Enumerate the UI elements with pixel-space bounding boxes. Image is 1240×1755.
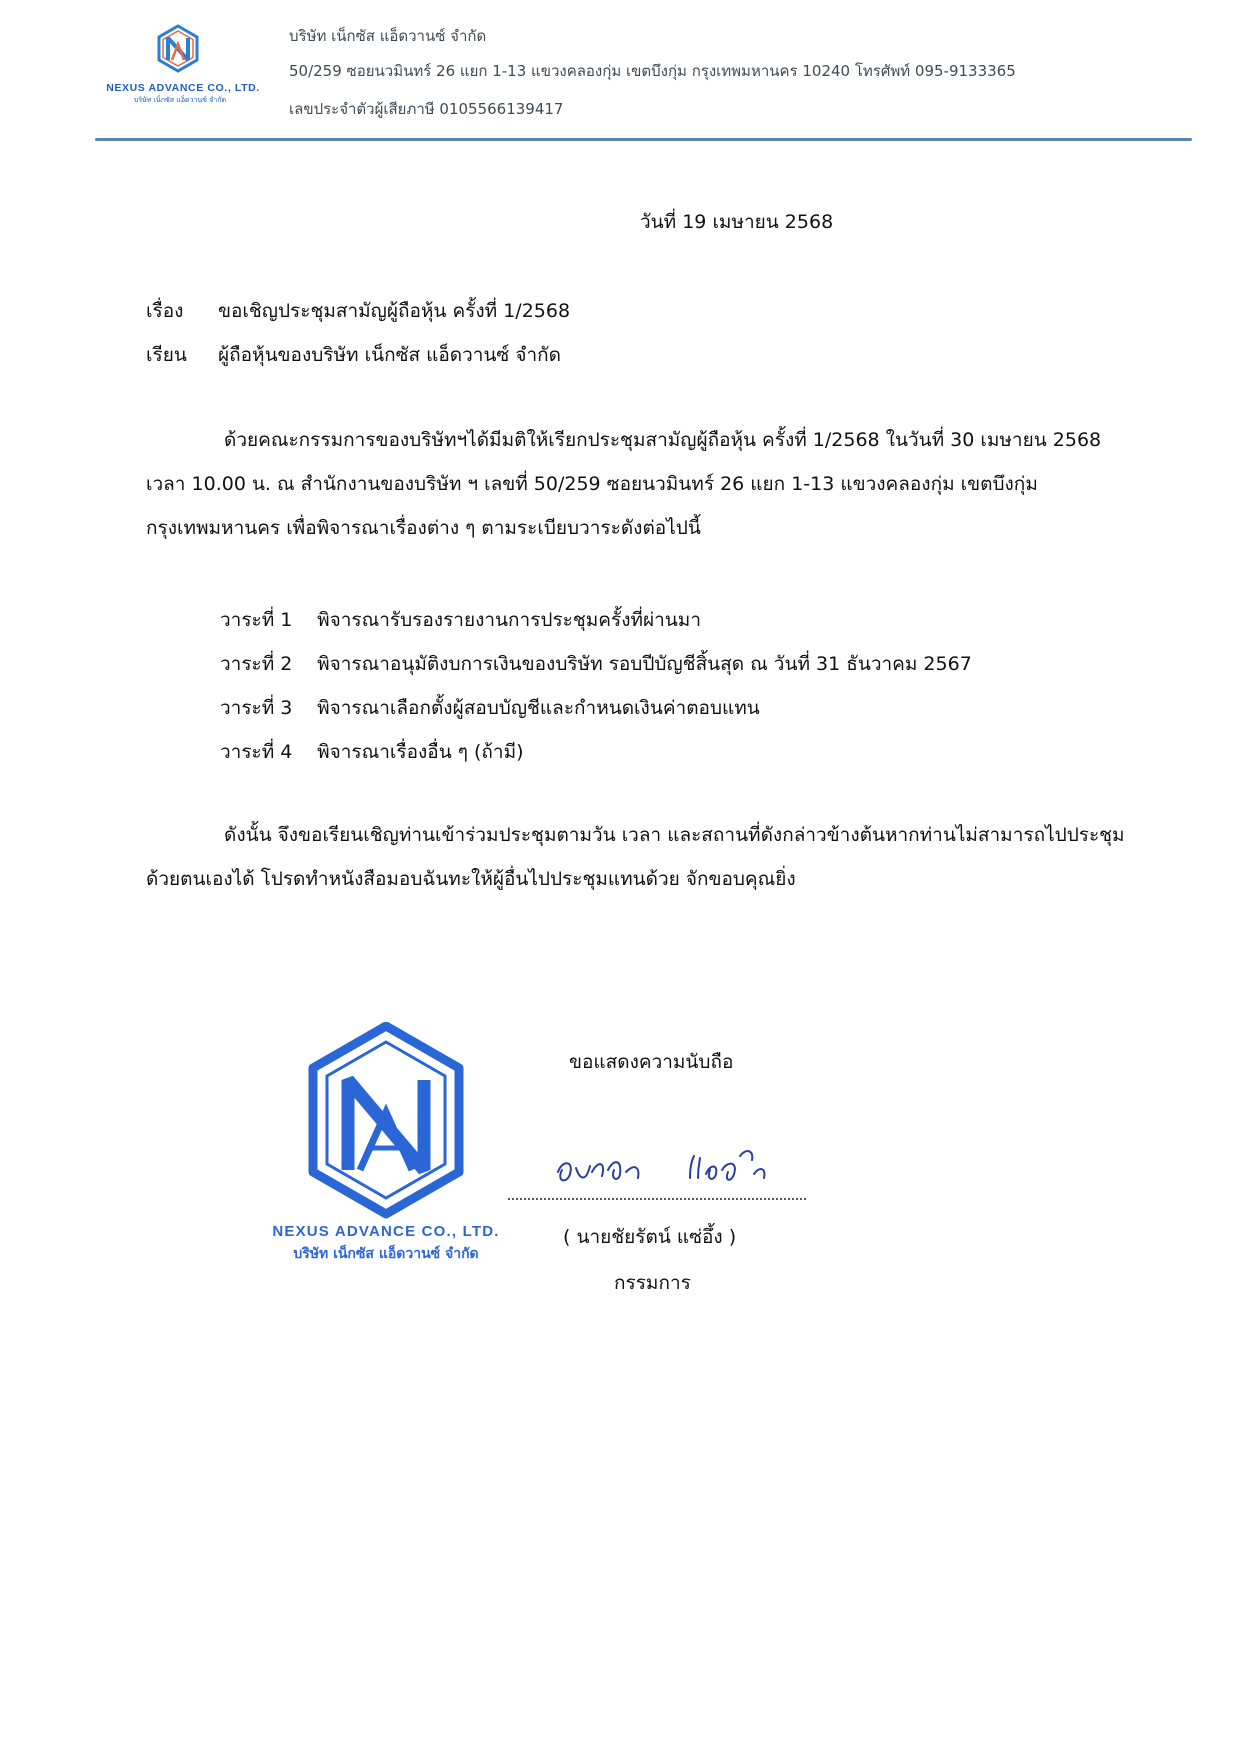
intro-line: เวลา 10.00 น. ณ สำนักงานของบริษัท ฯ เลขที่ 50/259 ซอยนวมินทร์ 26 แยก 1-13 แขวงคลองกุ่ม เขตบึงกุ่ม [146,473,1038,495]
company-name: บริษัท เน็กซัส แอ็ดวานซ์ จำกัด [289,27,487,45]
handwritten-signature [540,1130,790,1198]
hexagon-logo-icon [313,1026,459,1214]
agenda-item [220,649,972,679]
agenda-item [220,737,524,767]
stamp-text-en: NEXUS ADVANCE CO., LTD. [272,1223,500,1240]
agenda-text: พิจารณาเลือกตั้งผู้สอบบัญชีและกำหนดเงินค่าตอบแทน [317,697,760,719]
signatory-position: กรรมการ [614,1272,691,1294]
agenda-item [220,693,760,723]
intro-line: ด้วยคณะกรรมการของบริษัทฯได้มีมติให้เรียกประชุมสามัญผู้ถือหุ้น ครั้งที่ 1/2568 ในวันที่ 30 เมษายน 2568 [224,429,1102,451]
agenda-number: วาระที่ 3 [220,697,293,719]
agenda-number: วาระที่ 4 [220,741,293,763]
hexagon-logo-icon [159,26,197,71]
logo-text-en: NEXUS ADVANCE CO., LTD. [106,82,260,94]
addressee-label: เรียน [146,344,187,366]
agenda-text: พิจารณาอนุมัติงบการเงินของบริษัท รอบปีบัญชีสิ้นสุด ณ วันที่ 31 ธันวาคม 2567 [317,653,972,675]
closing-line: ดังนั้น จึงขอเรียนเชิญท่านเข้าร่วมประชุมตามวัน เวลา และสถานที่ดังกล่าวข้างต้นหากท่านไม่สามารถไปประชุม [224,824,1125,846]
closing-line: ด้วยตนเองได้ โปรดทำหนังสือมอบฉันทะให้ผู้อื่นไปประชุมแทนด้วย จักขอบคุณยิ่ง [146,868,796,890]
subject-text: ขอเชิญประชุมสามัญผู้ถือหุ้น ครั้งที่ 1/2568 [218,300,571,322]
company-stamp [248,1022,524,1280]
agenda-number: วาระที่ 2 [220,653,293,675]
letter-date: วันที่ 19 เมษายน 2568 [640,211,834,233]
signature-line [508,1198,806,1200]
intro-line: กรุงเทพมหานคร เพื่อพิจารณาเรื่องต่าง ๆ ตามระเบียบวาระดังต่อไปนี้ [146,517,701,539]
company-address: 50/259 ซอยนวมินทร์ 26 แยก 1-13 แขวงคลองกุ่ม เขตบึงกุ่ม กรุงเทพมหานคร 10240 โทรศัพท์ 095-9133365 [289,62,1016,80]
company-logo [92,20,274,115]
header-rule [95,138,1192,141]
agenda-item [220,605,701,635]
sign-off: ขอแสดงความนับถือ [569,1051,734,1073]
closing-paragraph [146,813,1125,901]
addressee-text: ผู้ถือหุ้นของบริษัท เน็กซัส แอ็ดวานซ์ จำกัด [218,344,562,366]
agenda-text: พิจารณาเรื่องอื่น ๆ (ถ้ามี) [317,741,524,763]
tax-id: เลขประจำตัวผู้เสียภาษี 0105566139417 [289,100,564,118]
agenda-text: พิจารณารับรองรายงานการประชุมครั้งที่ผ่านมา [317,609,701,631]
logo-text-th: บริษัท เน็กซัส แอ็ดวานซ์ จำกัด [133,96,227,104]
subject-label: เรื่อง [146,300,184,322]
signatory-name: ( นายชัยรัตน์ แซ่อึ้ง ) [563,1226,737,1248]
agenda-number: วาระที่ 1 [220,609,293,631]
stamp-text-th: บริษัท เน็กซัส แอ็ดวานซ์ จำกัด [293,1246,479,1262]
intro-paragraph [146,418,1101,550]
